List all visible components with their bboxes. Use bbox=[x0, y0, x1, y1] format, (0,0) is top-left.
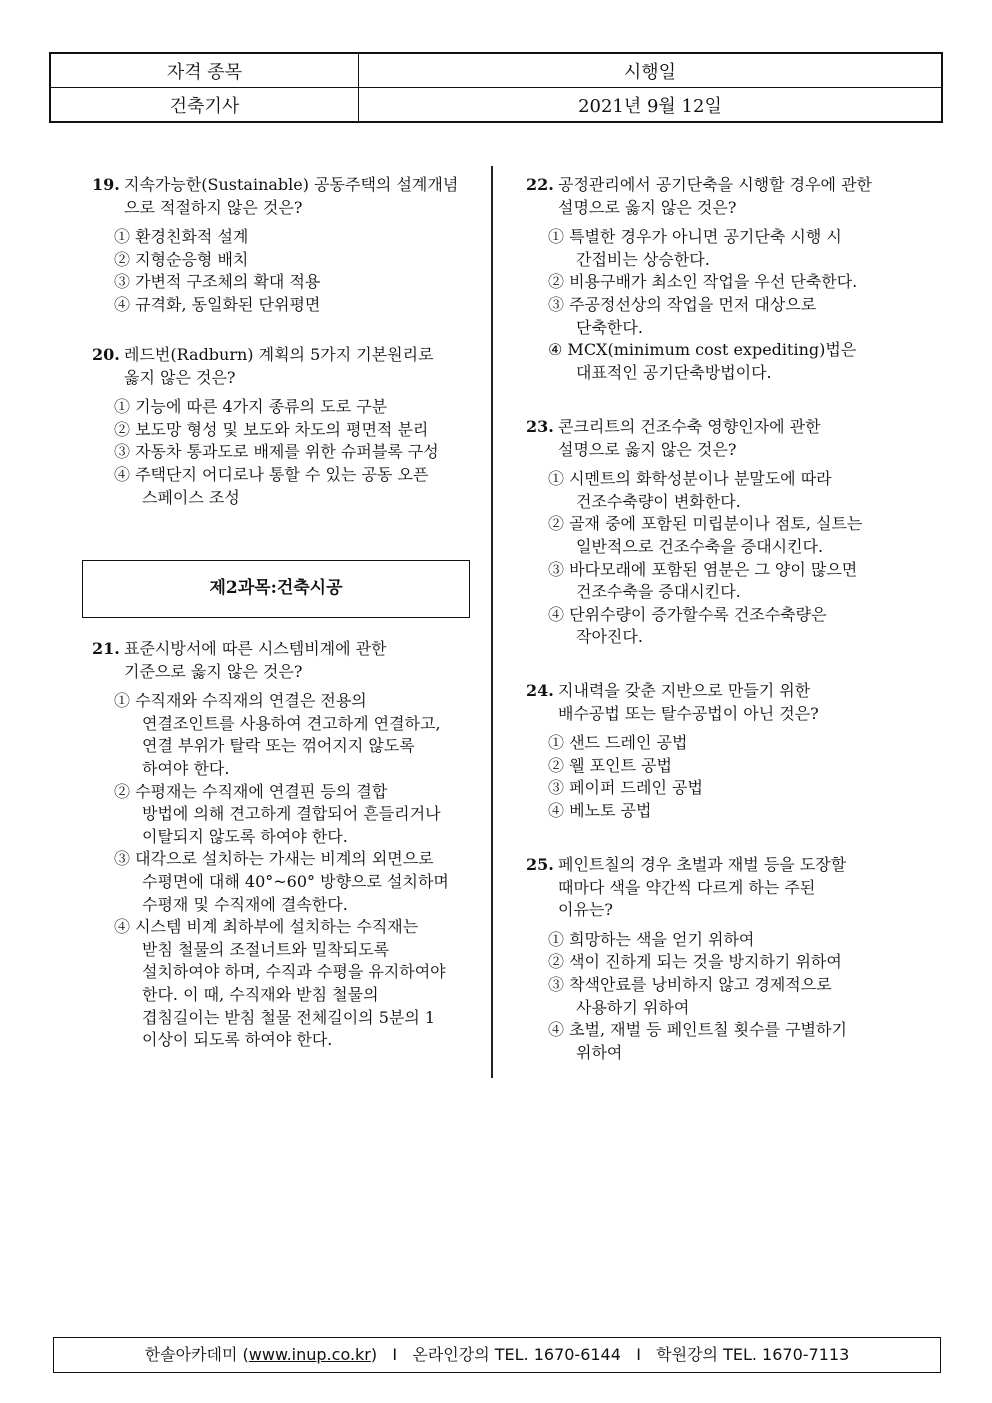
answer-options bbox=[92, 396, 439, 509]
question-text bbox=[92, 174, 458, 219]
answer-option-line: 한다. 이 때, 수직재와 받침 철물의 bbox=[142, 984, 379, 1004]
question-line: 표준시방서에 따른 시스템비계에 관한 bbox=[124, 639, 387, 658]
answer-option-line: ④ 베노토 공법 bbox=[548, 800, 652, 820]
answer-option bbox=[92, 690, 449, 780]
answer-option bbox=[92, 441, 439, 464]
answer-option-line: 대표적인 공기단축방법이다. bbox=[576, 362, 772, 382]
answer-option-line: 건조수축을 증대시킨다. bbox=[576, 582, 741, 602]
header-label-date: 시행일 bbox=[358, 53, 942, 88]
question-24 bbox=[526, 680, 819, 823]
answer-option-line: 이탈되지 않도록 하여야 한다. bbox=[142, 826, 348, 846]
answer-option-line: ② 웰 포인트 공법 bbox=[548, 755, 672, 775]
column-divider bbox=[491, 166, 493, 1078]
answer-option bbox=[92, 419, 439, 442]
question-19 bbox=[92, 174, 458, 317]
answer-option bbox=[526, 777, 819, 800]
question-text bbox=[526, 416, 862, 461]
answer-option-line: ② 골재 중에 포함된 미립분이나 점토, 실트는 bbox=[548, 514, 863, 534]
answer-option-line: 사용하기 위하여 bbox=[576, 997, 690, 1017]
answer-options bbox=[92, 690, 449, 1052]
answer-option bbox=[526, 339, 872, 384]
answer-option-line: 수평재 및 수직재에 결속한다. bbox=[142, 894, 348, 914]
question-number: 22. bbox=[526, 175, 554, 194]
answer-option bbox=[92, 249, 458, 272]
answer-option-line: 설치하여야 하며, 수직과 수평을 유지하여야 bbox=[142, 962, 446, 982]
answer-option-line: 작아진다. bbox=[576, 627, 643, 647]
answer-option bbox=[526, 513, 862, 558]
answer-option bbox=[526, 929, 847, 952]
answer-option-line: ③ 바다모래에 포함된 염분은 그 양이 많으면 bbox=[548, 559, 858, 579]
answer-option-line: 겹침길이는 받침 철물 전체길이의 5분의 1 bbox=[142, 1007, 436, 1027]
answer-option bbox=[92, 916, 449, 1052]
exam-info-table bbox=[49, 52, 943, 123]
answer-option-line: ① 시멘트의 화학성분이나 분말도에 따라 bbox=[548, 469, 832, 489]
answer-option-line: 간접비는 상승한다. bbox=[576, 249, 710, 269]
question-number: 21. bbox=[92, 639, 120, 658]
question-number: 25. bbox=[526, 855, 554, 874]
question-line: 지내력을 갖춘 지반으로 만들기 위한 bbox=[558, 681, 811, 700]
answer-option-line: ③ 자동차 통과도로 배제를 위한 슈퍼블록 구성 bbox=[114, 442, 439, 462]
question-text bbox=[526, 680, 819, 725]
footer-bar bbox=[53, 1337, 941, 1373]
answer-option-line: 수평면에 대해 40°~60° 방향으로 설치하며 bbox=[142, 871, 449, 891]
answer-option bbox=[526, 294, 872, 339]
answer-option-line: ① 수직재와 수직재의 연결은 전용의 bbox=[114, 691, 367, 711]
answer-option bbox=[526, 271, 872, 294]
answer-option-line: ③ 대각으로 설치하는 가새는 비계의 외면으로 bbox=[114, 849, 434, 869]
header-value-date: 2021년 9월 12일 bbox=[358, 88, 942, 123]
question-line: 때마다 색을 약간씩 다르게 하는 주된 bbox=[558, 877, 816, 897]
answer-options bbox=[526, 226, 872, 384]
answer-option bbox=[92, 294, 458, 317]
answer-option-line: 건조수축량이 변화한다. bbox=[576, 491, 741, 511]
answer-option-line: ④ MCX(minimum cost expediting)법은 bbox=[548, 340, 857, 360]
answer-option-line: ① 샌드 드레인 공법 bbox=[548, 733, 688, 753]
answer-option-line: ④ 초벌, 재벌 등 페인트칠 횟수를 구별하기 bbox=[548, 1020, 847, 1040]
answer-option bbox=[92, 464, 439, 509]
question-line: 기준으로 옳지 않은 것은? bbox=[124, 661, 303, 681]
answer-option-line: 연결 부위가 탈락 또는 꺾어지지 않도록 bbox=[142, 736, 415, 756]
answer-option-line: ④ 주택단지 어디로나 통할 수 있는 공동 오픈 bbox=[114, 464, 429, 484]
answer-option bbox=[526, 755, 819, 778]
answer-option-line: ① 특별한 경우가 아니면 공기단축 시행 시 bbox=[548, 227, 842, 247]
answer-option bbox=[526, 732, 819, 755]
answer-option-line: ④ 단위수량이 증가할수록 건조수축량은 bbox=[548, 604, 827, 624]
answer-option bbox=[92, 848, 449, 916]
answer-option bbox=[92, 271, 458, 294]
answer-option bbox=[92, 781, 449, 849]
question-line: 설명으로 옳지 않은 것은? bbox=[558, 197, 737, 217]
answer-options bbox=[526, 468, 862, 649]
question-25 bbox=[526, 854, 847, 1064]
answer-option-line: ③ 가변적 구조체의 확대 적용 bbox=[114, 272, 321, 292]
answer-option-line: ① 희망하는 색을 얻기 위하여 bbox=[548, 929, 755, 949]
answer-option-line: ① 기능에 따른 4가지 종류의 도로 구분 bbox=[114, 397, 388, 417]
question-line: 이유는? bbox=[558, 900, 613, 920]
question-line: 공정관리에서 공기단축을 시행할 경우에 관한 bbox=[558, 175, 873, 194]
footer-offline-tel: 학원강의 TEL. 1670-7113 bbox=[656, 1345, 850, 1364]
answer-option-line: 단축한다. bbox=[576, 317, 643, 337]
footer-url-link[interactable]: www.inup.co.kr bbox=[248, 1345, 371, 1364]
answer-option bbox=[526, 974, 847, 1019]
answer-option-line: 스페이스 조성 bbox=[142, 487, 240, 507]
answer-option bbox=[526, 468, 862, 513]
footer-separator: I bbox=[392, 1345, 398, 1364]
answer-option-line: 연결조인트를 사용하여 견고하게 연결하고, bbox=[142, 713, 441, 733]
answer-option-line: ① 환경친화적 설계 bbox=[114, 227, 249, 247]
answer-option-line: ③ 착색안료를 낭비하지 않고 경제적으로 bbox=[548, 974, 832, 994]
footer-academy: 한솔아카데미 ( bbox=[144, 1345, 249, 1364]
footer-close-paren: ) bbox=[370, 1345, 378, 1364]
question-line: 페인트칠의 경우 초벌과 재벌 등을 도장할 bbox=[558, 855, 847, 874]
answer-option-line: ③ 주공정선상의 작업을 먼저 대상으로 bbox=[548, 294, 817, 314]
answer-option-line: 하여야 한다. bbox=[142, 758, 230, 778]
answer-option-line: ② 색이 진하게 되는 것을 방지하기 위하여 bbox=[548, 952, 842, 972]
answer-option-line: 받침 철물의 조절너트와 밀착되도록 bbox=[142, 939, 390, 959]
header-label-subject: 자격 종목 bbox=[50, 53, 358, 88]
answer-option-line: ② 지형순응형 배치 bbox=[114, 249, 249, 269]
answer-option-line: 일반적으로 건조수축을 증대시킨다. bbox=[576, 536, 824, 556]
question-line: 지속가능한(Sustainable) 공동주택의 설계개념 bbox=[124, 175, 459, 194]
question-20 bbox=[92, 344, 439, 509]
footer-separator: I bbox=[636, 1345, 641, 1364]
answer-option bbox=[526, 1019, 847, 1064]
question-22 bbox=[526, 174, 872, 384]
question-line: 레드번(Radburn) 계획의 5가지 기본원리로 bbox=[124, 345, 434, 364]
question-number: 23. bbox=[526, 417, 554, 436]
answer-options bbox=[92, 226, 458, 316]
answer-option-line: ② 보도망 형성 및 보도와 차도의 평면적 분리 bbox=[114, 419, 429, 439]
answer-option-line: ④ 시스템 비계 최하부에 설치하는 수직재는 bbox=[114, 917, 419, 937]
answer-options bbox=[526, 929, 847, 1065]
question-number: 20. bbox=[92, 345, 120, 364]
answer-option-line: ③ 페이퍼 드레인 공법 bbox=[548, 778, 703, 798]
question-23 bbox=[526, 416, 862, 649]
question-number: 19. bbox=[92, 175, 120, 194]
answer-option-line: ② 수평재는 수직재에 연결핀 등의 결합 bbox=[114, 781, 388, 801]
question-text bbox=[92, 344, 439, 389]
answer-option-line: 이상이 되도록 하여야 한다. bbox=[142, 1030, 333, 1050]
answer-option-line: 위하여 bbox=[576, 1042, 623, 1062]
question-line: 으로 적절하지 않은 것은? bbox=[124, 197, 303, 217]
answer-option-line: ④ 규격화, 동일화된 단위평면 bbox=[114, 294, 321, 314]
answer-option bbox=[92, 396, 439, 419]
header-value-subject: 건축기사 bbox=[50, 88, 358, 123]
answer-option bbox=[526, 226, 872, 271]
question-21 bbox=[92, 638, 449, 1052]
answer-option bbox=[526, 604, 862, 649]
question-line: 옳지 않은 것은? bbox=[124, 367, 236, 387]
answer-option bbox=[526, 800, 819, 823]
question-line: 배수공법 또는 탈수공법이 아닌 것은? bbox=[558, 703, 819, 723]
question-line: 콘크리트의 건조수축 영향인자에 관한 bbox=[558, 417, 821, 436]
answer-option-line: 방법에 의해 견고하게 결합되어 흔들리거나 bbox=[142, 804, 441, 824]
answer-options bbox=[526, 732, 819, 822]
question-text bbox=[526, 854, 847, 922]
answer-option bbox=[526, 559, 862, 604]
footer-online-tel: 온라인강의 TEL. 1670-6144 bbox=[412, 1345, 621, 1364]
answer-option bbox=[92, 226, 458, 249]
question-text bbox=[526, 174, 872, 219]
question-text bbox=[92, 638, 449, 683]
question-number: 24. bbox=[526, 681, 554, 700]
question-line: 설명으로 옳지 않은 것은? bbox=[558, 439, 737, 459]
answer-option-line: ② 비용구배가 최소인 작업을 우선 단축한다. bbox=[548, 272, 858, 292]
answer-option bbox=[526, 951, 847, 974]
section-title-box: 제2과목:건축시공 bbox=[82, 560, 470, 618]
